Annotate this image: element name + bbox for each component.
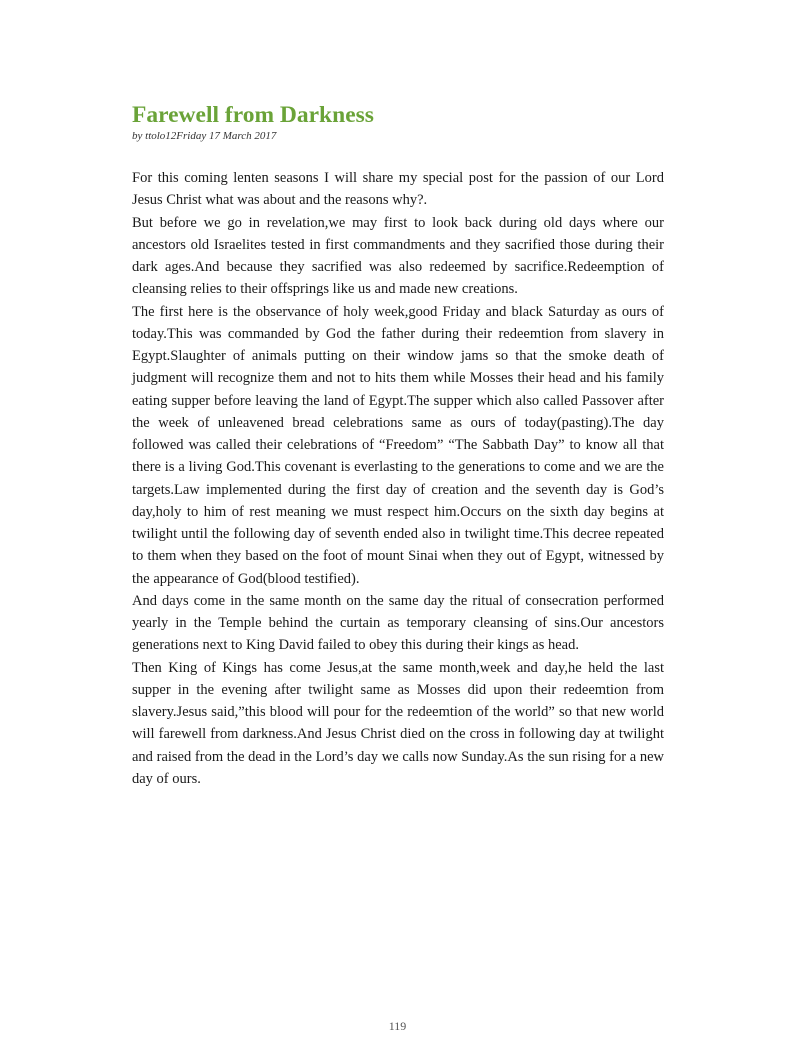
paragraph-1: For this coming lenten seasons I will share my special post for the passion of our Lord Jesus Christ what was about and the reasons why?. (132, 170, 664, 209)
paragraph-5: Then King of Kings has come Jesus,at the same month,week and day,he held the last supper in the evening after twilight same as Mosses did upon their redeemtion from slavery.Jesus said,”this blood will pour for the redeemtion of the world” so that new world will farewell from darkness.And Jesus Christ died on the cross in following day at twilight and raised from the dead in the Lord’s day we calls now Sunday.As the sun rising for a new day of ours. (132, 659, 664, 787)
article-body (132, 167, 664, 790)
article-byline: by ttolo12Friday 17 March 2017 (132, 130, 277, 142)
paragraph-4: And days come in the same month on the same day the ritual of consecration performed yearly in the Temple behind the curtain as temporary cleansing of sins.Our ancestors generations next to King David failed to obey this during their kings as head. (132, 592, 664, 654)
page-number: 119 (388, 1019, 407, 1033)
paragraph-3: The first here is the observance of holy week,good Friday and black Saturday as ours of today.This was commanded by God the father during their redeemtion from slavery in Egypt.Slaughter of animals putting on their window jams so that the smoke death of judgment will recognize them and not to hits them while Mosses their head and his family eating supper before leaving the land of Egypt.The supper which also called Passover after the week of unleavened bread celebrations same as ours of today(pasting).The day followed was called their celebrations of “Freedom” “The Sabbath Day” to know all that there is a living God.This covenant is everlasting to the generations to come and we are the targets.Law implemented during the first day of creation and the seventh day is God’s day,holy to him of rest meaning we must respect him.Occurs on the sixth day begins at twilight until the following day of seventh ended also in twilight time.This decree repeated to them when they based on the foot of mount Sinai when they out of Egypt, witnessed by the appearance of God(blood testified). (132, 303, 664, 587)
article-title: Farewell from Darkness (132, 102, 374, 128)
paragraph-2: But before we go in revelation,we may first to look back during old days where our ancestors old Israelites tested in first commandments and they sacrified those during their dark ages.And because they sacrified was also redeemed by sacrifice.Redeemption of cleansing relies to their offsprings like us and made new creations. (132, 214, 664, 298)
